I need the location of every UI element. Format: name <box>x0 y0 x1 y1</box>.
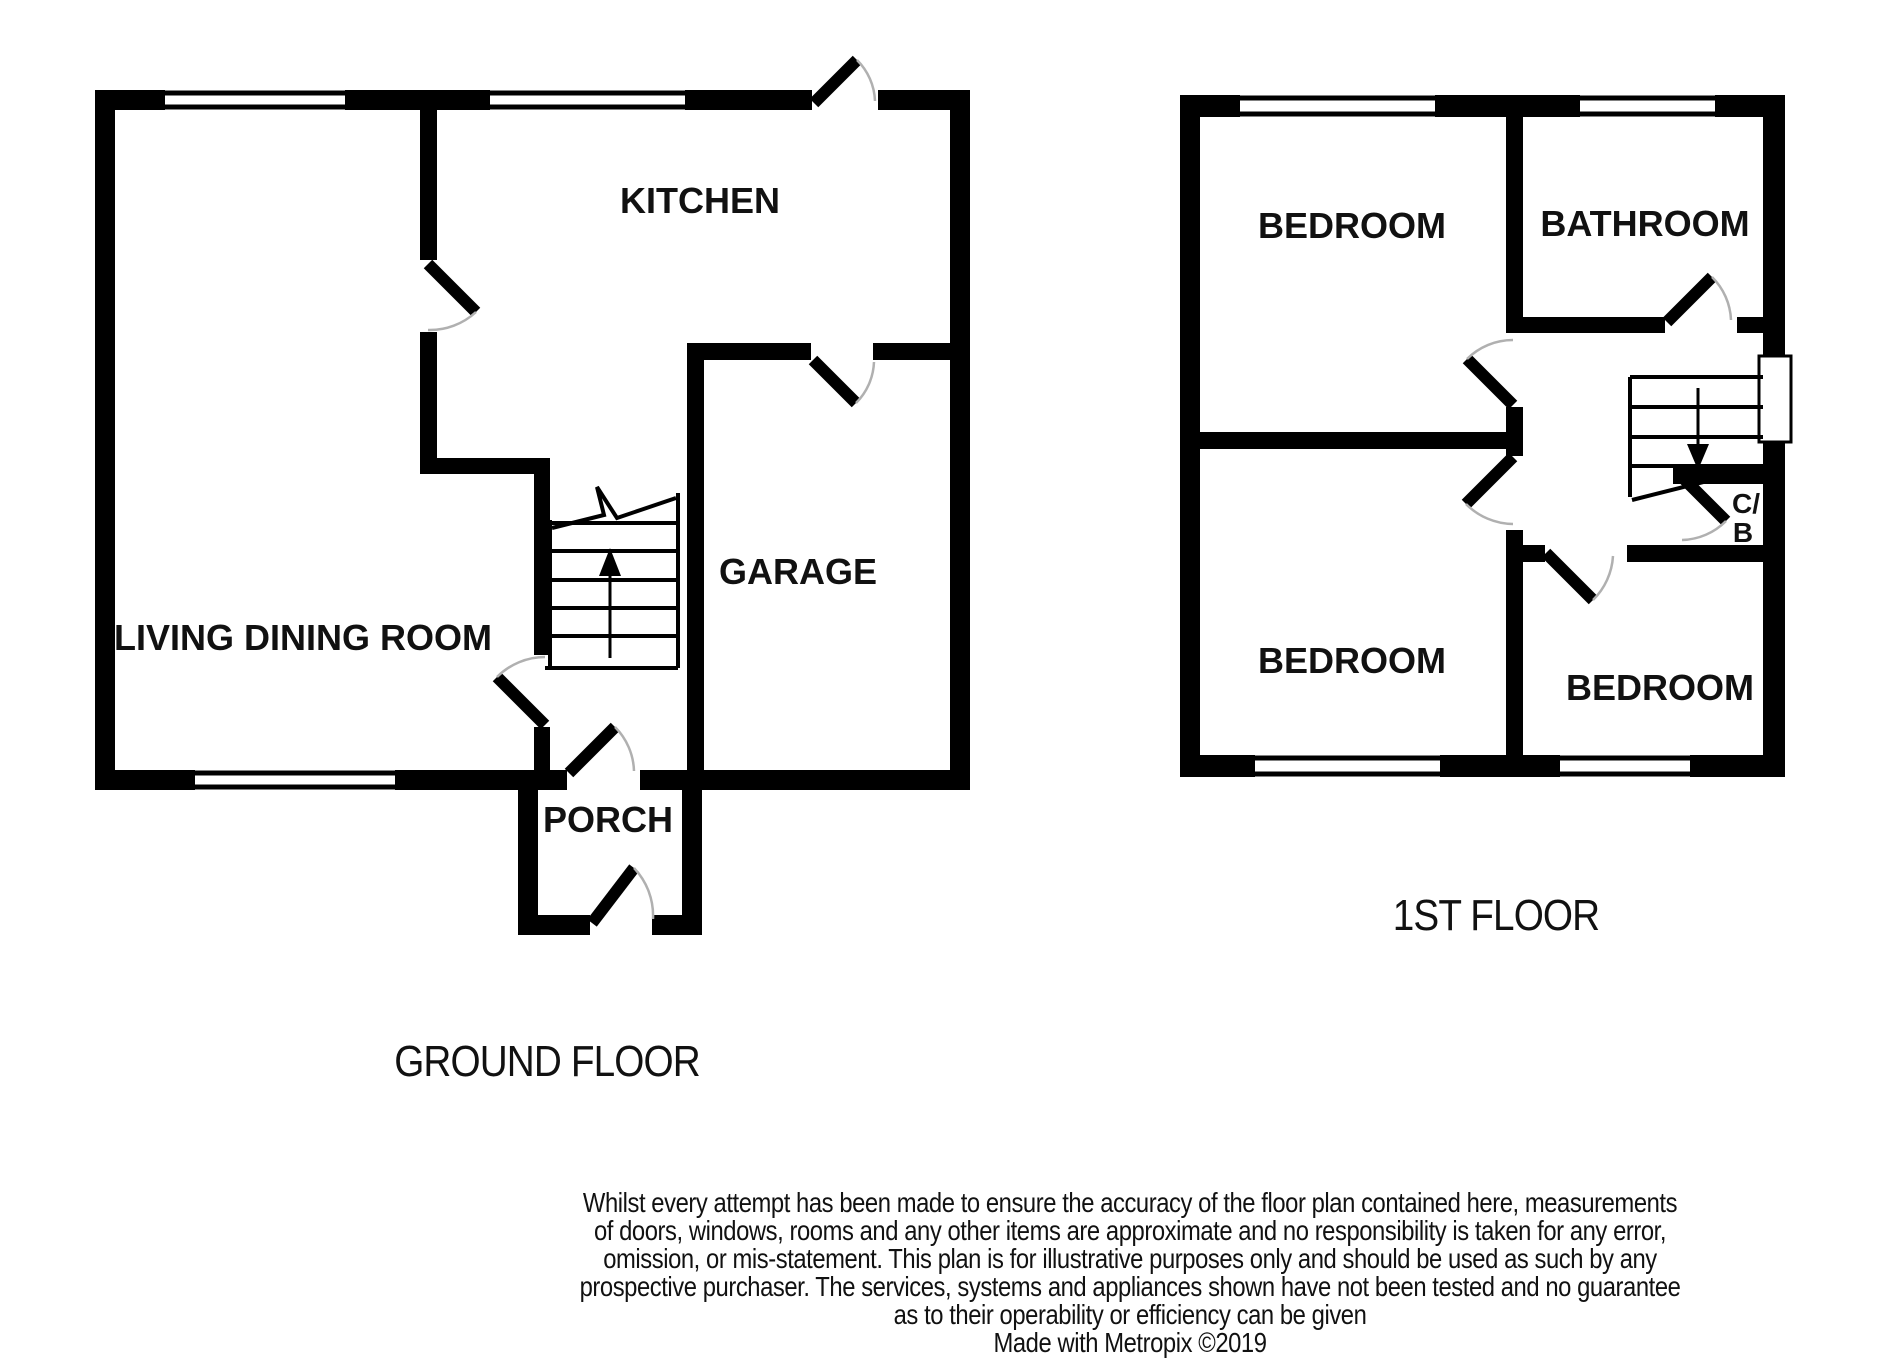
wall-segment <box>395 770 567 790</box>
wall-segment <box>518 915 590 935</box>
wall-segment <box>1200 432 1523 449</box>
wall-segment <box>1763 95 1785 358</box>
wall-segment <box>420 458 550 474</box>
door <box>1546 553 1613 600</box>
door <box>428 264 476 330</box>
wall-segment <box>1435 95 1580 117</box>
disclaimer-line: Whilst every attempt has been made to ensure the accuracy of the floor plan contained here, measurements <box>582 1186 1678 1219</box>
door <box>1466 457 1513 524</box>
wall-segment <box>95 770 195 790</box>
ground-floor-plan <box>95 60 970 1086</box>
window <box>1580 98 1715 114</box>
window <box>1255 758 1440 774</box>
door <box>813 360 874 403</box>
credit-line: Made with Metropix ©2019 <box>993 1326 1267 1359</box>
wall-segment <box>95 90 115 790</box>
room-label-garage: GARAGE <box>718 551 878 592</box>
disclaimer <box>580 1186 1681 1358</box>
window <box>195 773 395 787</box>
wall-segment <box>682 770 702 935</box>
wall-segment <box>1506 530 1523 755</box>
door <box>814 60 875 103</box>
disclaimer-line: as to their operability or efficiency can be given <box>893 1298 1367 1331</box>
disclaimer-line: of doors, windows, rooms and any other items are approximate and no responsibility is taken for any error, <box>593 1214 1667 1247</box>
first-floor-title: 1ST FLOOR <box>1392 889 1600 940</box>
wall-segment <box>687 343 704 770</box>
wall-segment <box>1763 440 1785 777</box>
wall-segment <box>685 90 812 110</box>
door <box>592 868 653 923</box>
ground-floor-title: GROUND FLOOR <box>394 1035 700 1086</box>
window <box>1240 98 1435 114</box>
wall-segment <box>345 90 490 110</box>
stairs-up-arrow-icon <box>599 548 621 658</box>
door <box>1467 340 1513 405</box>
wall-segment <box>873 343 952 360</box>
room-label-bedroom-top-left: BEDROOM <box>1258 205 1446 246</box>
wall-segment <box>652 915 702 935</box>
wall-segment <box>518 770 538 935</box>
room-label-bathroom: BATHROOM <box>1540 203 1750 244</box>
wall-segment <box>687 343 811 360</box>
wall-segment <box>950 90 970 790</box>
disclaimer-line: prospective purchaser. The services, systems and appliances shown have not been tested and no guarantee <box>579 1270 1681 1303</box>
wall-segment <box>1440 755 1560 777</box>
room-label-bedroom-bottom-left: BEDROOM <box>1258 640 1446 681</box>
window <box>165 93 345 107</box>
room-label-bedroom-bottom-right: BEDROOM <box>1566 667 1754 708</box>
window <box>1560 758 1690 774</box>
wall-segment <box>1506 117 1523 330</box>
staircase-up <box>545 487 678 668</box>
wall-segment <box>1506 317 1665 333</box>
cupboard-label-line1: C/ <box>1732 488 1760 519</box>
door <box>569 727 634 773</box>
door <box>1667 277 1731 322</box>
door <box>497 657 545 725</box>
wall-segment <box>534 727 550 770</box>
wall-segment <box>1180 95 1200 777</box>
window <box>1759 356 1791 442</box>
room-label-living-dining: LIVING DINING ROOM <box>114 617 492 658</box>
wall-segment <box>534 474 550 655</box>
room-label-porch: PORCH <box>542 799 674 840</box>
wall-segment <box>420 110 437 260</box>
first-floor-plan <box>1180 95 1791 940</box>
wall-segment <box>1690 755 1785 777</box>
wall-segment <box>1506 545 1545 562</box>
window <box>490 93 685 107</box>
wall-segment <box>1737 317 1763 333</box>
wall-segment <box>420 332 437 473</box>
room-label-kitchen: KITCHEN <box>620 180 780 221</box>
disclaimer-line: omission, or mis-statement. This plan is for illustrative purposes only and should be used as such by any <box>603 1242 1657 1275</box>
stairs-down-arrow-icon <box>1687 388 1709 470</box>
wall-segment <box>1180 755 1255 777</box>
cupboard-label-line2: B <box>1732 517 1754 548</box>
